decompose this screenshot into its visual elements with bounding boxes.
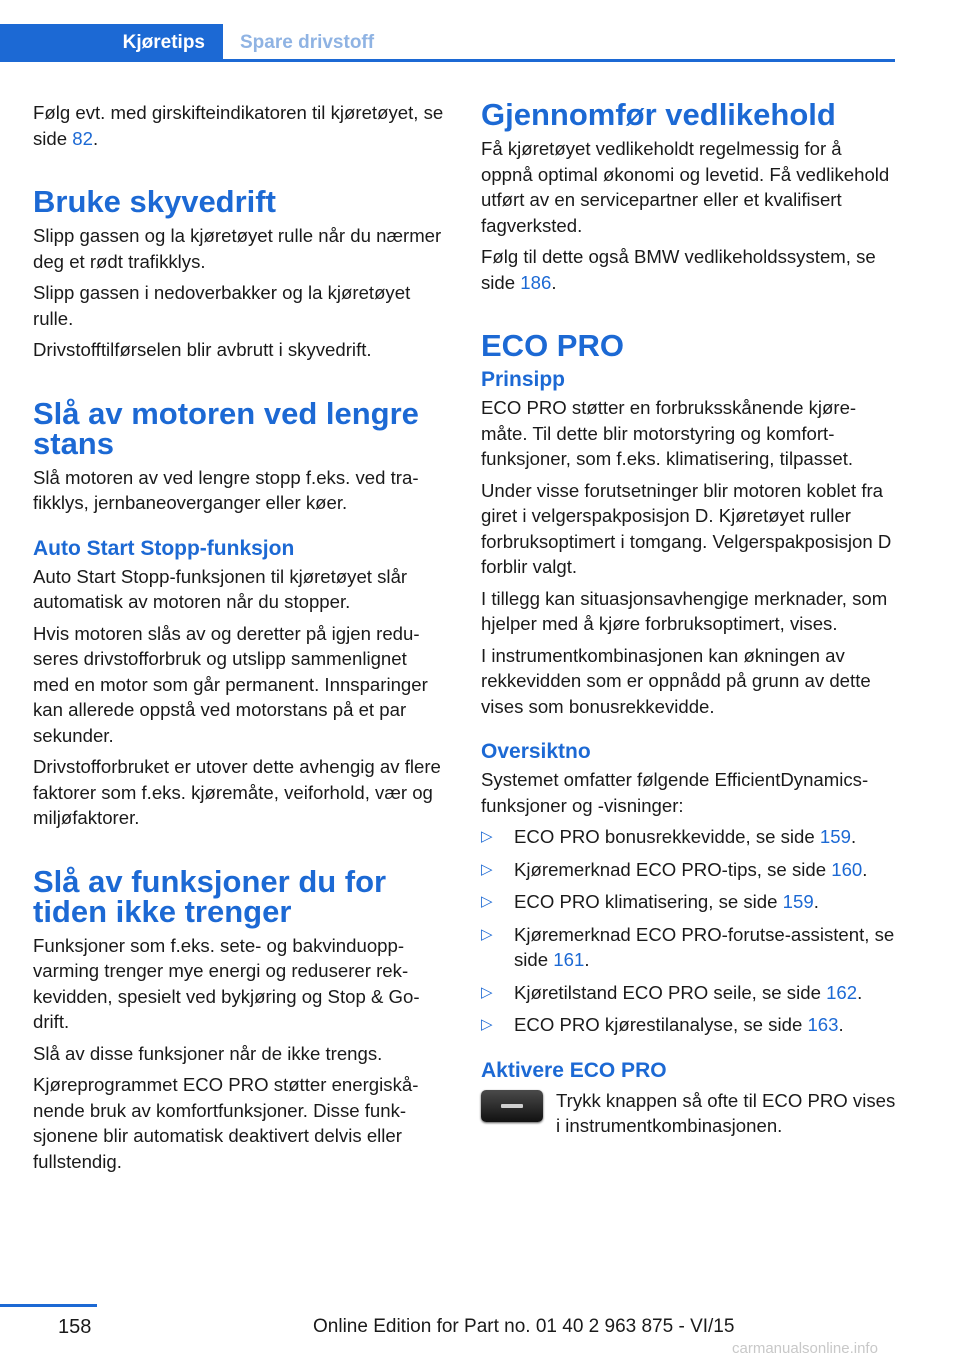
paragraph: Systemet omfatter følgende EfficientDynamics-funksjoner og -visninger:	[481, 769, 869, 816]
item-end: .	[862, 858, 868, 880]
footer-edition: Online Edition for Part no. 01 40 2 963 875 - VI/15	[313, 1316, 735, 1337]
heading-eco-pro: ECO PRO	[481, 328, 624, 363]
paragraph: Kjøreprogrammet ECO PRO støtter energiskånende bruk av komfortfunksjoner. Disse funksjonene blir automatisk deaktivert delvis eller fullstendig.	[33, 1074, 419, 1172]
item-text: Kjøretilstand ECO PRO seile, se side	[514, 981, 827, 1003]
footer-rule	[0, 1304, 97, 1307]
paragraph: I tillegg kan situasjonsavhengige merknader, som hjelper med å kjøre forbruksoptimert, vises.	[481, 587, 888, 634]
heading-sla-av-funksjoner: Slå av funksjoner du for tiden ikke trenger	[33, 863, 387, 929]
paragraph: ECO PRO støtter en forbruksskånende kjøremåte. Til dette blir motorstyring og komfortfunksjoner, som f.eks. klimatisering, tilpasset.	[481, 397, 857, 469]
list-item	[481, 1012, 896, 1038]
list-item	[481, 889, 896, 915]
eco-pro-button-icon	[481, 1090, 543, 1122]
paragraph: Slipp gassen i nedoverbakker og la kjøretøyet rulle.	[33, 282, 411, 329]
paragraph: Drivstofftilførselen blir avbrutt i skyvedrift.	[33, 339, 372, 360]
item-text: Kjøremerknad ECO PRO-tips, se side	[514, 858, 832, 880]
paragraph: Auto Start Stopp-funksjonen til kjøretøyet slår automatisk av motoren når du stopper.	[33, 565, 408, 612]
button-bar	[501, 1104, 523, 1108]
triangle-bullet-icon: ▷	[481, 1016, 493, 1033]
triangle-bullet-icon: ▷	[481, 860, 493, 878]
triangle-bullet-icon: ▷	[481, 893, 493, 910]
page-link-159[interactable]: 159	[819, 826, 851, 847]
paragraph: Slipp gassen og la kjøretøyet rulle når du nærmer deg et rødt trafikklys.	[33, 225, 442, 272]
item-end: .	[584, 949, 590, 970]
triangle-bullet-icon: ▷	[481, 983, 493, 1001]
subheading-auto-start-stopp: Auto Start Stopp-funksjon	[33, 536, 295, 560]
paragraph: Få kjøretøyet vedlikeholdt regelmessig for å oppnå optimal økonomi og levetid. Få vedlikehold utført av en servicepartner eller et kvalifisert fagverksted.	[481, 138, 890, 236]
page-link-186[interactable]: 186	[520, 271, 552, 293]
tab-spare-drivstoff[interactable]: Spare drivstoff	[240, 32, 375, 53]
item-text: ECO PRO klimatisering, se side	[514, 891, 783, 912]
paragraph: I instrumentkombinasjonen kan økningen av rekkevidden som er oppnådd på grunn av dette vises som bonusrekkevidde.	[481, 644, 871, 717]
subheading-aktivere-eco-pro: Aktivere ECO PRO	[481, 1058, 667, 1082]
page-link-159[interactable]: 159	[782, 891, 814, 912]
triangle-bullet-icon: ▷	[481, 828, 493, 845]
intro-text: Følg evt. med girskifteindikatoren til kjøretøyet, se side	[33, 102, 444, 149]
text-end: .	[551, 271, 557, 293]
item-text: ECO PRO bonusrekkevidde, se side	[514, 826, 820, 847]
left-column	[33, 100, 448, 1180]
paragraph: Hvis motoren slås av og deretter på igjen reduseres drivstofforbruk og utslipp sammenlignet med en motor som går permanent. Innsparinger kan allerede oppstå ved motorstans på et par sekunder.	[33, 622, 428, 746]
subheading-prinsipp: Prinsipp	[481, 368, 566, 391]
list-item	[481, 922, 896, 973]
page-link-163[interactable]: 163	[807, 1014, 839, 1035]
page-link-162[interactable]: 162	[826, 981, 858, 1003]
item-end: .	[813, 891, 819, 912]
heading-bruke-skyvedrift: Bruke skyvedrift	[33, 184, 276, 219]
paragraph: Trykk knappen så ofte til ECO PRO vises i instrumentkombinasjonen.	[556, 1089, 896, 1136]
heading-gjennomfor-vedlikehold: Gjennomfør vedlikehold	[481, 97, 836, 132]
page-number: 158	[58, 1316, 92, 1338]
item-text: ECO PRO kjørestilanalyse, se side	[514, 1014, 808, 1035]
list-item	[481, 857, 896, 883]
paragraph: Drivstofforbruket er utover dette avhengig av flere faktorer som f.eks. kjøremåte, veiforhold, vær og miljøfaktorer.	[33, 756, 441, 828]
function-list	[481, 824, 896, 1038]
subheading-oversikt: Oversiktno	[481, 740, 591, 763]
text: Følg til dette også BMW vedlikeholdssystem, se side	[481, 246, 876, 293]
item-text: Kjøremerknad ECO PRO-forutse-assistent, se side	[514, 923, 895, 970]
page-link-160[interactable]: 160	[831, 858, 863, 880]
tab-kjoretips[interactable]: Kjøretips	[0, 24, 223, 62]
right-column	[481, 97, 896, 1145]
eco-pro-instruction	[481, 1088, 896, 1139]
item-end: .	[850, 826, 857, 847]
intro-end: .	[92, 127, 99, 149]
watermark: carmanualsonline.info	[732, 1340, 878, 1357]
paragraph: Slå motoren av ved lengre stopp f.eks. ved trafikklys, jernbaneoverganger eller køer.	[33, 466, 419, 513]
paragraph: Funksjoner som f.eks. sete- og bakvinduoppvarming trenger mye energi og reduserer rekkevidden, spesielt ved bykjøring og Stop & Go-drift.	[33, 934, 420, 1032]
paragraph: Slå av disse funksjoner når de ikke trengs.	[33, 1042, 383, 1064]
paragraph: Under visse forutsetninger blir motoren koblet fra giret i velgerspakposisjon D. Kjøretøyet ruller forbruksoptimert i tomgang. Velgerspakposisjon D forblir valgt.	[481, 479, 892, 577]
header-rule	[0, 59, 895, 62]
item-end: .	[838, 1014, 844, 1035]
triangle-bullet-icon: ▷	[481, 925, 493, 943]
paragraph	[481, 244, 896, 295]
item-end: .	[857, 981, 863, 1003]
list-item	[481, 824, 896, 850]
intro-paragraph	[33, 100, 448, 151]
heading-sla-av-motoren: Slå av motoren ved lengre stans	[33, 395, 419, 461]
list-item	[481, 980, 896, 1006]
page-link-161[interactable]: 161	[553, 949, 585, 970]
page-link-82[interactable]: 82	[72, 127, 93, 149]
